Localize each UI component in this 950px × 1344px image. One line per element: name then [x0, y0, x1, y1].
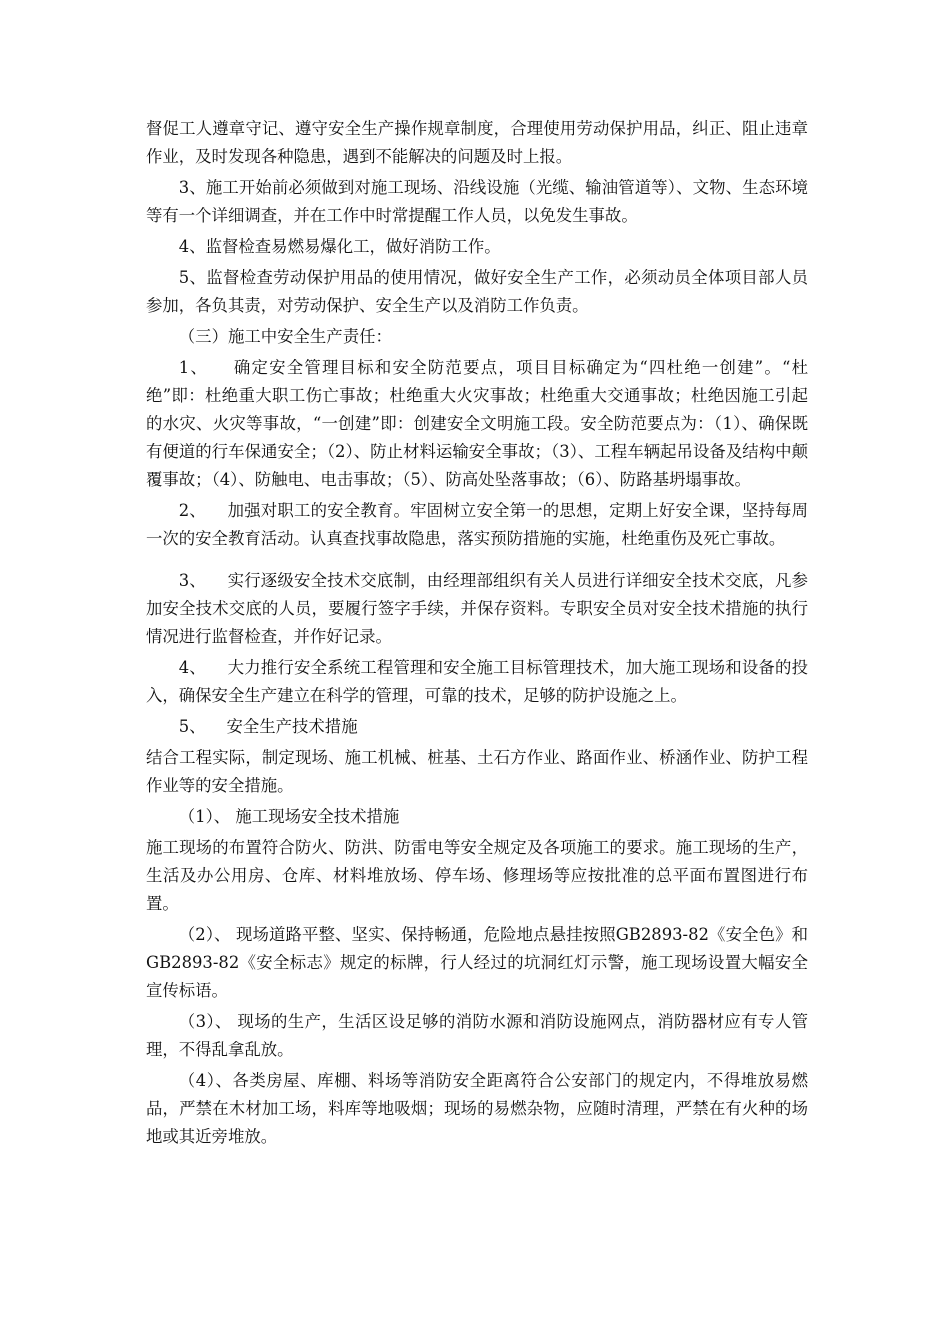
paragraph-3-fire-water: （3）、 现场的生产，生活区设足够的消防水源和消防设施网点，消防器材应有专人管理，不得乱拿乱放。: [146, 1012, 808, 1059]
paragraph-4-fire-distance: （4）、各类房屋、库棚、料场等消防安全距离符合公安部门的规定内，不得堆放易燃品，严禁在木材加工场，料库等地吸烟；现场的易燃杂物，应随时清理，严禁在有火种的场地或其近旁堆放。: [146, 1071, 808, 1146]
paragraph-item-5-protective-equipment: 5、监督检查劳动保护用品的使用情况，做好安全生产工作，必须动员全体项目部人员参加，各负其责，对劳动保护、安全生产以及消防工作负责。: [146, 268, 808, 315]
paragraph-5-technical-measures-heading: 5、 安全生产技术措施: [178, 717, 358, 736]
paragraph-3-technical-briefing: 3、 实行逐级安全技术交底制，由经理部组织有关人员进行详细安全技术交底，凡参加安全技术交底的人员，要履行签字手续，并保存资料。专职安全员对安全技术措施的执行情况进行监督检查，并作好记录。: [146, 571, 808, 646]
subheading-site-measures: （1）、 施工现场安全技术措施: [178, 807, 400, 826]
paragraph-measures-intro: 结合工程实际，制定现场、施工机械、桩基、土石方作业、路面作业、桥涵作业、防护工程作业等的安全措施。: [146, 748, 808, 795]
paragraph-item-4-fire-control: 4、监督检查易燃易爆化工，做好消防工作。: [178, 237, 501, 256]
paragraph-item-3-site-survey: 3、施工开始前必须做到对施工现场、沿线设施（光缆、输油管道等）、文物、生态环境等有一个详细调查，并在工作中时常提醒工作人员，以免发生事故。: [146, 178, 808, 225]
paragraph-supervise-workers: 督促工人遵章守记、遵守安全生产操作规章制度，合理使用劳动保护用品，纠正、阻止违章作业，及时发现各种隐患，遇到不能解决的问题及时上报。: [146, 119, 808, 166]
document-body: [146, 115, 808, 1154]
paragraph-4-system-engineering: 4、 大力推行安全系统工程管理和安全施工目标管理技术，加大施工现场和设备的投入，确保安全生产建立在科学的管理，可靠的技术，足够的防护设施之上。: [146, 658, 808, 705]
paragraph-2-safety-education: 2、 加强对职工的安全教育。牢固树立安全第一的思想，定期上好安全课，坚持每周一次的安全教育活动。认真查找事故隐患，落实预防措施的实施，杜绝重伤及死亡事故。: [146, 501, 808, 548]
paragraph-2-road-signs: （2）、 现场道路平整、坚实、保持畅通，危险地点悬挂按照GB2893-82《安全色》和GB2893-82《安全标志》规定的标牌，行人经过的坑洞红灯示警，施工现场设置大幅安全宣传标语。: [146, 925, 808, 1000]
paragraph-1-safety-targets: 1、 确定安全管理目标和安全防范要点，项目目标确定为“四杜绝一创建”。“杜绝”即：杜绝重大职工伤亡事故；杜绝重大火灾事故；杜绝重大交通事故；杜绝因施工引起的水灾、火灾等事故，“一创建”即：创建安全文明施工段。安全防范要点为：（1）、确保既有便道的行车保通安全；（2）、防止材料运输安全事故；（3）、工程车辆起吊设备及结构中颠覆事故；（4）、防触电、电击事故；（5）、防高处坠落事故；（6）、防路基坍塌事故。: [146, 358, 808, 489]
section-heading-construction-safety: （三）施工中安全生产责任：: [178, 327, 392, 346]
paragraph-site-layout: 施工现场的布置符合防火、防洪、防雷电等安全规定及各项施工的要求。施工现场的生产，生活及办公用房、仓库、材料堆放场、停车场、修理场等应按批准的总平面布置图进行布置。: [146, 838, 808, 913]
